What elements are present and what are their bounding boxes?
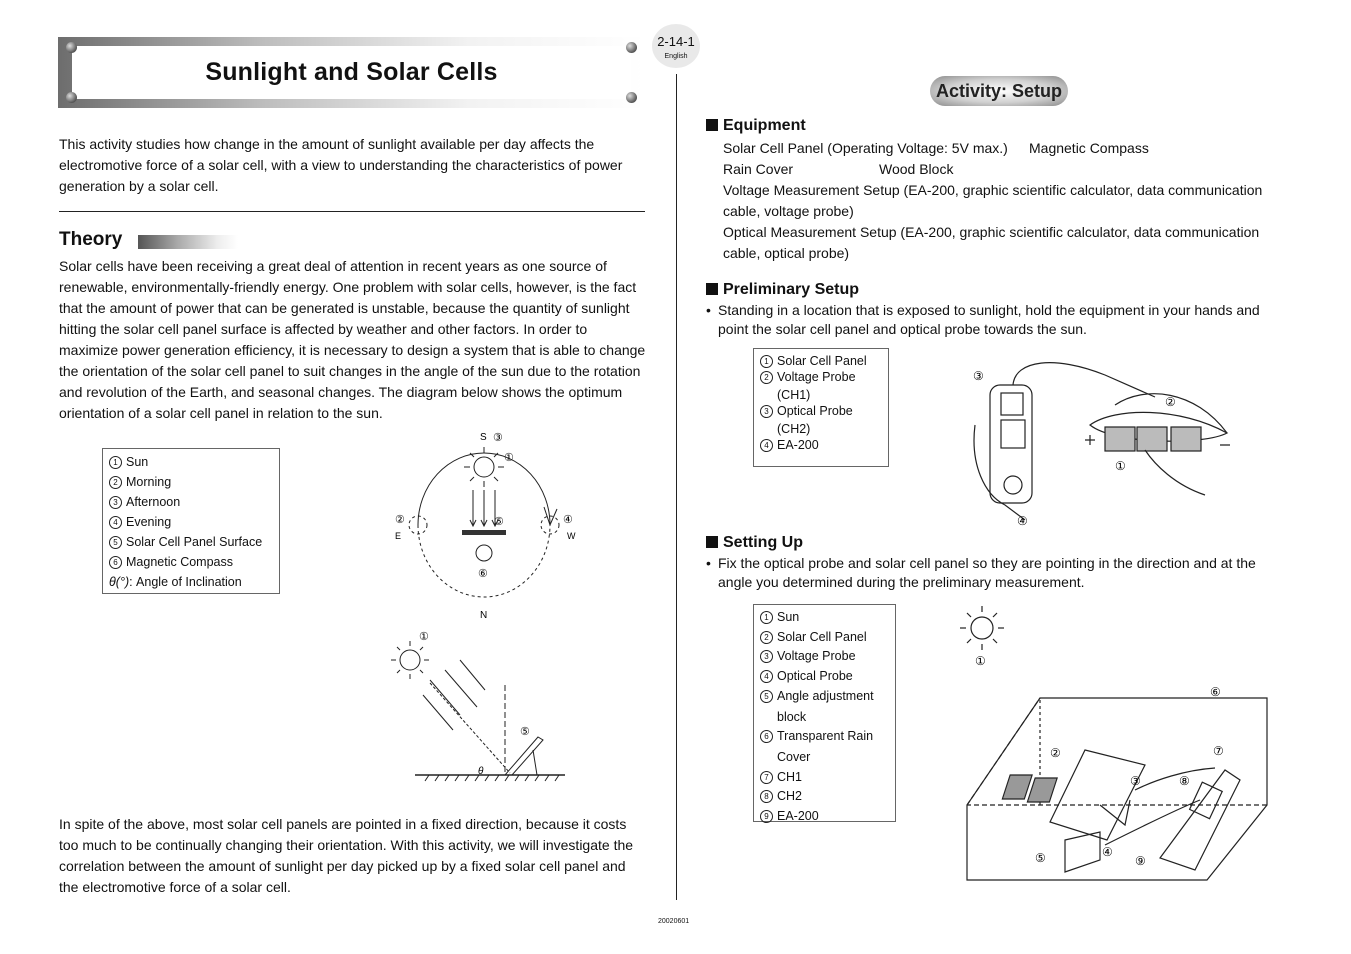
legend-label: Solar Cell Panel bbox=[777, 354, 867, 368]
legend-label: Evening bbox=[126, 515, 172, 529]
intro-paragraph: This activity studies how change in the amount of sunlight available per day affects the electromotive force of a solar cell, with a view to understanding the characteristics of power generation by a solar cell. bbox=[59, 136, 623, 194]
marker-6: ⑥ bbox=[478, 568, 488, 580]
legend-item bbox=[109, 492, 273, 512]
marker-4: ④ bbox=[1017, 514, 1028, 528]
footer-code: 20020601 bbox=[658, 918, 690, 925]
equipment-heading-text: Equipment bbox=[723, 117, 806, 134]
marker-7: ⑦ bbox=[1213, 744, 1224, 758]
inclination-diagram bbox=[385, 625, 570, 795]
angle-symbol: θ(°) bbox=[109, 575, 130, 589]
conclusion-paragraph: In spite of the above, most solar cell panels are pointed in a fixed direction, because it costs too much to be continually changing their orientation. With this activity, we will investigate the correlation between the amount of sunlight per day picked up by a fixed solar cell panel and the electromotive force of a solar cell. bbox=[59, 816, 634, 895]
bolt-icon bbox=[66, 42, 77, 53]
east-label: E bbox=[395, 531, 402, 541]
legend-label: Voltage Probe bbox=[777, 649, 856, 664]
legend-item bbox=[760, 667, 889, 687]
north-label: N bbox=[480, 610, 488, 621]
legend-label: Solar Cell Panel bbox=[777, 629, 867, 644]
legend-number: 6 bbox=[760, 730, 773, 743]
marker-2: ② bbox=[1050, 746, 1061, 760]
marker-4: ④ bbox=[1102, 845, 1113, 859]
page-number: 2-14-1 bbox=[657, 34, 695, 49]
probe-cable bbox=[1013, 363, 1155, 397]
legend-item bbox=[109, 532, 273, 552]
legend-item bbox=[760, 385, 882, 403]
preliminary-heading bbox=[706, 281, 859, 299]
legend-item bbox=[760, 707, 889, 728]
activity-badge bbox=[930, 76, 1068, 106]
legend-label: Sun bbox=[777, 610, 800, 624]
legend-number: 2 bbox=[109, 476, 122, 489]
legend-number: 4 bbox=[760, 439, 773, 452]
ea200-device bbox=[1160, 770, 1240, 870]
setting-up-legend bbox=[753, 604, 896, 822]
language-label: English bbox=[664, 53, 688, 60]
preliminary-heading-text: Preliminary Setup bbox=[723, 281, 860, 298]
legend-item bbox=[760, 353, 882, 369]
legend-item bbox=[760, 628, 889, 648]
legend-label: Morning bbox=[126, 475, 172, 489]
legend-number: 9 bbox=[760, 810, 773, 823]
page-title: Sunlight and Solar Cells bbox=[205, 58, 498, 86]
solar-panel-cell bbox=[1137, 427, 1167, 451]
solar-panel bbox=[1050, 750, 1145, 840]
sun-icon bbox=[474, 457, 494, 477]
marker-9: ⑨ bbox=[1135, 854, 1146, 868]
bullet-dot: • bbox=[706, 302, 711, 318]
square-bullet-icon bbox=[706, 536, 718, 548]
setting-up-illustration bbox=[955, 600, 1275, 885]
legend-item bbox=[760, 647, 889, 667]
legend-item bbox=[760, 687, 889, 707]
legend-item bbox=[109, 472, 273, 492]
legend-number: 6 bbox=[109, 556, 122, 569]
legend-item bbox=[760, 768, 889, 788]
angle-label: : Angle of Inclination bbox=[129, 575, 242, 589]
square-bullet-icon bbox=[706, 283, 718, 295]
preliminary-illustration bbox=[965, 355, 1240, 530]
setting-up-heading bbox=[706, 534, 803, 552]
marker-1: ① bbox=[419, 631, 429, 643]
panel-icon bbox=[505, 737, 543, 775]
legend-item bbox=[760, 403, 882, 419]
theory-heading: Theory bbox=[59, 229, 123, 250]
legend-item bbox=[760, 787, 889, 807]
legend-label: Cover bbox=[777, 749, 811, 764]
legend-item bbox=[760, 727, 889, 747]
legend-item bbox=[109, 452, 273, 472]
legend-item bbox=[109, 512, 273, 532]
equipment-optical-setup: Optical Measurement Setup (EA-200, graphic scientific calculator, data communication cable, optical probe) bbox=[723, 224, 1260, 261]
activity-title: Activity: Setup bbox=[935, 81, 1063, 101]
legend-label: Voltage Probe bbox=[777, 370, 856, 384]
solar-panel-cell bbox=[1171, 427, 1201, 451]
bullet-dot: • bbox=[706, 555, 711, 571]
compass-icon bbox=[476, 545, 492, 561]
sun-icon bbox=[400, 650, 420, 670]
marker-2: ② bbox=[1165, 395, 1176, 409]
legend-number: 4 bbox=[109, 516, 122, 529]
legend-item bbox=[760, 608, 889, 628]
theta-label: θ bbox=[478, 766, 484, 777]
preliminary-legend bbox=[753, 348, 889, 467]
legend-item bbox=[760, 419, 882, 437]
wood-block bbox=[1065, 832, 1100, 872]
bolt-icon bbox=[626, 92, 637, 103]
theory-legend bbox=[102, 448, 280, 594]
legend-label: block bbox=[777, 709, 807, 724]
marker-1: ① bbox=[975, 654, 986, 668]
marker-4: ④ bbox=[563, 514, 573, 526]
setting-up-bullet: Fix the optical probe and solar cell panel so they are pointing in the direction and at the angle you determined during the preliminary measurement. bbox=[718, 555, 1256, 590]
legend-label: (CH1) bbox=[777, 388, 811, 402]
legend-item bbox=[109, 552, 273, 572]
legend-item bbox=[760, 747, 889, 768]
marker-1: ① bbox=[1115, 459, 1126, 473]
sun-orbit-diagram bbox=[385, 425, 595, 625]
theory-heading-bar bbox=[138, 235, 238, 249]
legend-label: Afternoon bbox=[126, 495, 181, 509]
legend-label: CH1 bbox=[777, 769, 803, 784]
legend-label: CH2 bbox=[777, 789, 803, 804]
preliminary-bullet: Standing in a location that is exposed to sunlight, hold the equipment in your hands and point the solar cell panel and optical probe towards the sun. bbox=[718, 302, 1260, 337]
title-panel bbox=[72, 46, 631, 99]
legend-number: 1 bbox=[109, 456, 122, 469]
legend-number: 3 bbox=[109, 496, 122, 509]
legend-label: Optical Probe bbox=[777, 669, 853, 684]
panel-surface bbox=[462, 530, 506, 535]
legend-number: 2 bbox=[760, 371, 773, 384]
legend-label: Angle adjustment bbox=[777, 688, 874, 703]
legend-item bbox=[760, 807, 889, 827]
legend-label: (CH2) bbox=[777, 422, 811, 436]
equipment-voltage-setup: Voltage Measurement Setup (EA-200, graphic scientific calculator, data communication cable, voltage probe) bbox=[723, 182, 1263, 219]
legend-number: 3 bbox=[760, 650, 773, 663]
legend-number: 3 bbox=[760, 405, 773, 418]
legend-label: Magnetic Compass bbox=[126, 555, 233, 569]
marker-1: ① bbox=[504, 452, 514, 464]
sun-icon bbox=[971, 617, 993, 639]
marker-6: ⑥ bbox=[1210, 685, 1221, 699]
legend-number: 1 bbox=[760, 611, 773, 624]
legend-label: Solar Cell Panel Surface bbox=[126, 535, 263, 549]
marker-8: ⑧ bbox=[1179, 774, 1190, 788]
marker-5: ⑤ bbox=[520, 726, 530, 738]
legend-label: Sun bbox=[126, 455, 149, 469]
equipment-line-1a: Solar Cell Panel (Operating Voltage: 5V max.) bbox=[723, 140, 1008, 156]
legend-item bbox=[760, 437, 882, 453]
setting-up-heading-text: Setting Up bbox=[723, 534, 803, 551]
legend-number: 2 bbox=[760, 631, 773, 644]
title-banner bbox=[58, 37, 645, 108]
legend-label: EA-200 bbox=[777, 438, 819, 452]
marker-3: ③ bbox=[973, 369, 984, 383]
legend-number: 5 bbox=[109, 536, 122, 549]
legend-number: 1 bbox=[760, 355, 773, 368]
legend-label: EA-200 bbox=[777, 809, 819, 824]
page-divider bbox=[676, 74, 677, 900]
legend-number: 4 bbox=[760, 670, 773, 683]
south-label: S bbox=[480, 432, 487, 443]
legend-label: Optical Probe bbox=[777, 404, 853, 418]
west-label: W bbox=[567, 531, 576, 541]
marker-3: ③ bbox=[1130, 774, 1141, 788]
legend-label: Transparent Rain bbox=[777, 729, 874, 744]
ea200-device bbox=[990, 385, 1032, 503]
bolt-icon bbox=[66, 92, 77, 103]
bolt-icon bbox=[626, 42, 637, 53]
equipment-line-2a: Rain Cover bbox=[723, 161, 794, 177]
square-bullet-icon bbox=[706, 119, 718, 131]
solar-panel-cell bbox=[1105, 427, 1135, 451]
marker-5: ⑤ bbox=[1035, 851, 1046, 865]
legend-number: 8 bbox=[760, 790, 773, 803]
legend-item-angle bbox=[109, 572, 273, 592]
legend-number: 5 bbox=[760, 690, 773, 703]
page-number-badge bbox=[652, 24, 700, 68]
device-screen bbox=[1001, 393, 1023, 415]
marker-2: ② bbox=[395, 514, 405, 526]
legend-item bbox=[760, 369, 882, 385]
theory-paragraph: Solar cells have been receiving a great deal of attention in recent years as one source of renewable, environmentally-friendly energy. One problem with solar cells, however, is the fact that the amount of power that can be generated is unstable, because the quantity of sunlight hitting the solar cell panel surface is affected by weather and other factors. In order to maximize power generation efficiency, it is necessary to design a system that is able to change the orientation of the solar cell panel to suit changes in the angle of the sun due to the rotation and revolution of the Earth, and seasonal changes. The diagram below shows the optimum orientation of a solar cell panel in relation to the sun. bbox=[59, 258, 646, 421]
equipment-line-2b: Wood Block bbox=[879, 161, 954, 177]
marker-3: ③ bbox=[493, 432, 503, 444]
equipment-line-1b: Magnetic Compass bbox=[1029, 140, 1149, 156]
equipment-heading bbox=[706, 117, 806, 135]
marker-5: ⑤ bbox=[494, 516, 504, 528]
legend-number: 7 bbox=[760, 771, 773, 784]
section-rule bbox=[59, 211, 645, 212]
